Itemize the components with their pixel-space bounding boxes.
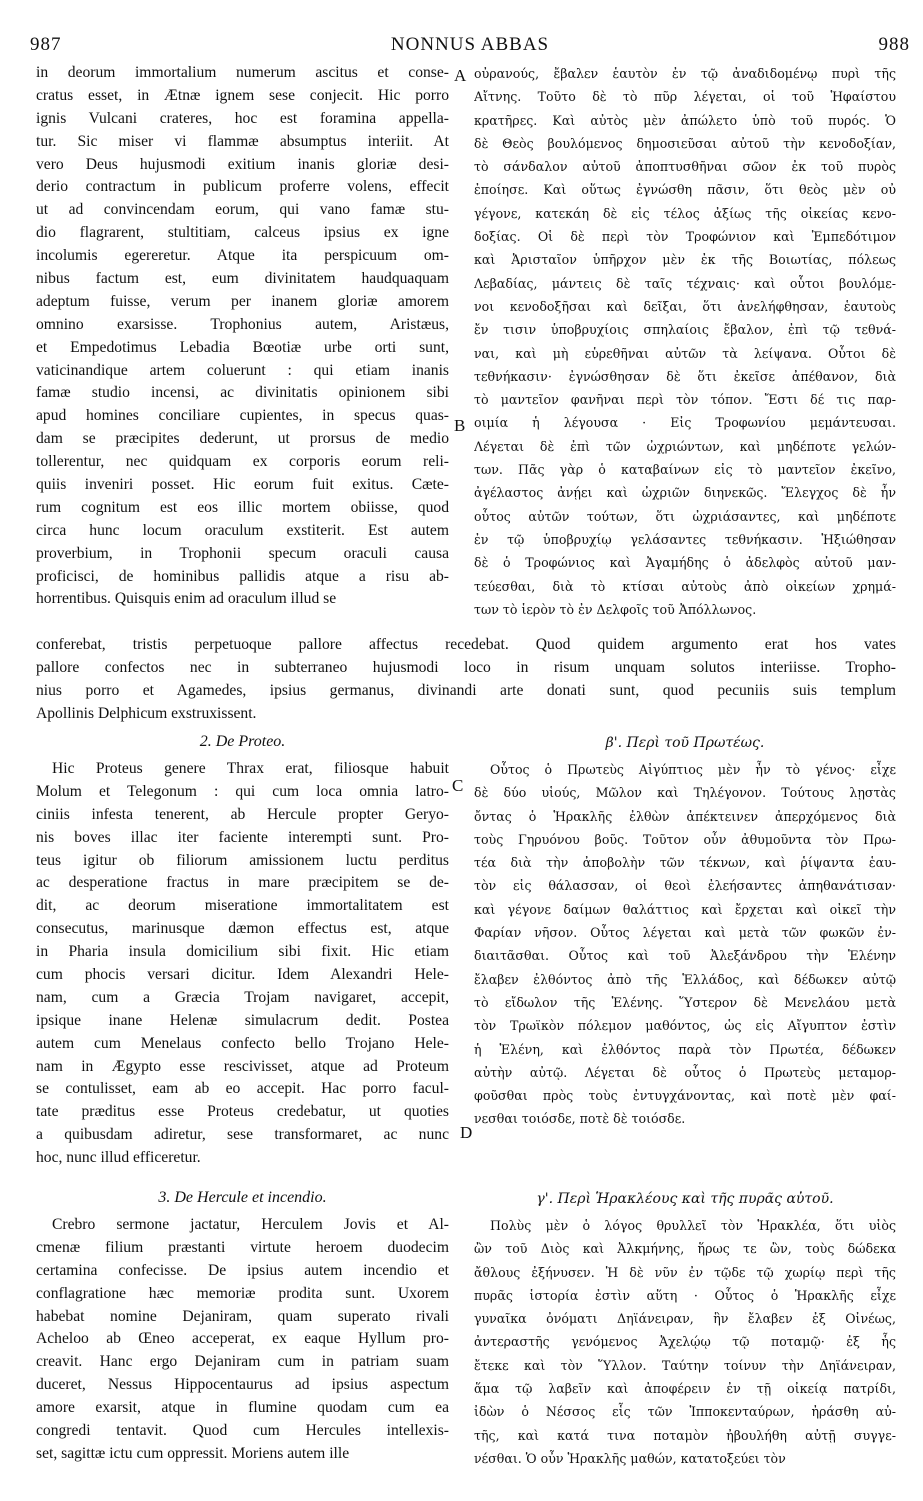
greek-text-line: ἄθλους ἐξήνυσεν. Ἡ δὲ νῦν ἐν τῷδε τῷ χωρίῳ περὶ τῆς <box>474 1264 896 1280</box>
latin-text-line: incolumis egereretur. Atque ita perspicuum om- <box>36 247 449 265</box>
latin-fullwidth-section1 <box>36 634 896 726</box>
greek-text-line: ἔν τισιν ὑποβρυχίοις σπηλαίοις ἔβαλον, ἐπὶ τῷ τεθνά- <box>474 322 896 338</box>
greek-column-section3 <box>474 1214 896 1470</box>
latin-text-line: omnino exarsisse. Trophonius autem, Aristæus, <box>36 315 449 333</box>
latin-text-line: rum cognitum est eos illic mortem obiisse, quod <box>36 498 449 516</box>
greek-text-line: Λεβαδίας, μάντεις δὲ ταῖς τέχναις· καὶ οὗτοι βουλόμε- <box>474 275 896 291</box>
latin-text-line: ac desperatione fractus in mare præcipitem se de- <box>36 874 449 892</box>
latin-text-line: set, sagittæ ictu cum oppressit. Moriens autem ille <box>36 1444 350 1462</box>
running-header <box>30 34 910 58</box>
latin-column-section3 <box>36 1214 449 1466</box>
latin-text-line: a quibusdam adiretur, sese transformaret, ac nunc <box>36 1126 449 1144</box>
latin-text-line: Crebro sermone jactatur, Herculem Jovis et Al- <box>52 1216 449 1233</box>
greek-text-line: τὸ εἴδωλον τῆς Ἑλένης. Ὕστερον δὲ Μενελάου μετὰ <box>474 994 896 1010</box>
greek-text-line: οὗτος αὐτῶν τούτων, ὅτι ὠχριάσαντες, καὶ μηδέποτε <box>474 508 896 524</box>
latin-text-line: Acheloo ab Œneo acceperat, ex eaque Hyllum pro- <box>36 1330 449 1348</box>
greek-text-line: ἅμα τῷ λαβεῖν καὶ ἀποφέρειν ἐν τῇ οἰκείᾳ πατρίδι, <box>474 1381 896 1397</box>
greek-text-line: των τὸ ἱερὸν τὸ ἐν Δελφοῖς τοῦ Ἀπόλλωνος. <box>474 601 757 617</box>
greek-text-line: καὶ γέγονε δαίμων θαλάττιος καὶ ἔρχεται καὶ οἰκεῖ τὴν <box>474 901 896 917</box>
latin-text-line: ignis Vulcani crateres, hoc est foramina appella- <box>36 109 449 127</box>
latin-text-line: conferebat, tristis perpetuoque pallore affectus recedebat. Quod quidem argumento erat hos vates <box>36 636 896 653</box>
latin-text-line: dam se præcipites dederunt, ut prorsus de medio <box>36 430 449 448</box>
greek-text-line: ναι, καὶ μὴ εὑρεθῆναι αὐτῶν τὰ λείψανα. Οὗτοι δὲ <box>474 345 896 361</box>
latin-text-line: Molum et Telegonum : qui cum loca omnia latro- <box>36 782 449 800</box>
latin-text-line: nam, cum a Græcia Trojam navigaret, accepit, <box>36 988 449 1006</box>
greek-text-line: τεύεσθαι, διὰ τὸ κτίσαι αὐτοὺς ἀπὸ οἰκείων χρημά- <box>474 578 896 594</box>
greek-text-line: τοὺς Γηρυόνου βοῦς. Τοῦτον οὖν ἀθυμοῦντα τὸν Πρω- <box>474 831 896 847</box>
latin-text-line: quiis inveniri posset. Hic eorum fuit exitus. Cæte- <box>36 476 449 494</box>
latin-text-line: dit, ac deorum miseratione immortalitatem est <box>36 897 449 915</box>
greek-text-line: ἐποίησε. Καὶ οὕτως ἐγνώσθη πᾶσιν, ὅτι θεὸς μὲν οὐ <box>474 182 896 198</box>
latin-text-line: consecutus, marinusque dæmon effectus est, atque <box>36 920 449 938</box>
latin-text-line: pallore confectos nec in subterraneo hujusmodi loco in risum unquam solutos interiisse. Tropho- <box>36 658 896 676</box>
page-number-left: 987 <box>30 34 62 55</box>
margin-mark-b: B <box>454 416 466 435</box>
latin-text-line: proficisci, de hominibus pallidis atque a risu ab- <box>36 567 449 585</box>
greek-text-line: οιμία ἡ λέγουσα · Εἰς Τροφωνίου μεμάντευσαι. <box>474 415 896 431</box>
margin-mark-d: D <box>460 1123 473 1142</box>
greek-text-line: δὲ ὁ Τροφώνιος καὶ Ἀγαμήδης ὁ ἀδελφὸς αὐτοῦ μαν- <box>474 555 896 571</box>
latin-text-line: ipsique inane Helenæ simulacrum dedit. Postea <box>36 1011 449 1029</box>
latin-text-line: circa hunc locum oraculum exstiterit. Est autem <box>36 521 449 539</box>
latin-text-line: Apollinis Delphicum exstruxissent. <box>36 704 257 722</box>
latin-text-line: nis boves illac iter faciente interempti sunt. Pro- <box>36 828 449 846</box>
latin-text-line: Hic Proteus genere Thrax erat, filiosque habuit <box>52 760 449 777</box>
latin-text-line: teus igitur ob filiorum amissionem luctu perditus <box>36 851 449 869</box>
greek-text-line: δοξίας. Οἱ δὲ περὶ τὸν Τροφώνιον καὶ Ἐμπεδότιμον <box>474 229 896 245</box>
section-title-latin-hercules: 3. De Hercule et incendio. <box>158 1189 327 1206</box>
latin-text-line: ut ad convincendam eorum, qui vano famæ stu- <box>36 201 449 219</box>
greek-text-line: κρατῆρες. Καὶ αὐτὸς μὲν ἀπώλετο ὑπὸ τοῦ πυρός. Ὁ <box>474 112 896 128</box>
latin-text-line: in deorum immortalium numerum ascitus et conse- <box>36 64 449 81</box>
greek-text-line: διαιτᾶσθαι. Οὗτος καὶ τοῦ Ἀλεξάνδρου τὴν Ἑλένην <box>474 948 896 964</box>
greek-text-line: Οὗτος ὁ Πρωτεὺς Αἰγύπτιος μὲν ἦν τὸ γένος· εἶχε <box>490 762 896 777</box>
section-title-greek-proteus: β'. Περὶ τοῦ Πρωτέως. <box>605 735 765 751</box>
latin-text-line: nam in Ægypto esse rescivisset, atque ad Proteum <box>36 1057 449 1075</box>
latin-text-line: congredi tentavit. Quod cum Hercules intellexis- <box>36 1422 449 1440</box>
latin-column-section1 <box>36 62 449 611</box>
greek-text-line: τὸν εἰς θάλασσαν, οἱ θεοὶ ἐλεήσαντες ἀπηθανάτισαν· <box>474 878 896 894</box>
greek-text-line: αὐτὴν αὐτῷ. Λέγεται δὲ οὗτος ὁ Πρωτεὺς μεταμορ- <box>474 1064 896 1080</box>
running-title: NONNUS ABBAS <box>390 34 550 55</box>
greek-text-line: ἀγέλαστος ἀνῄει καὶ ὠχριῶν διηνεκῶς. Ἔλεγχος δὲ ἦν <box>474 485 896 501</box>
latin-text-line: vaticinandique artem coluerunt : qui etiam inanis <box>36 361 449 379</box>
latin-text-line: derio contractum in publicum proferre volens, effecit <box>36 178 449 196</box>
greek-text-line: Λέγεται δὲ ἐπὶ τῶν ὠχριώντων, καὶ μηδέποτε γελών- <box>474 438 896 454</box>
latin-text-line: habebat nomine Dejaniram, quam superato rivali <box>36 1307 449 1325</box>
greek-column-section2 <box>474 758 896 1131</box>
page-number-right: 988 <box>878 34 910 55</box>
margin-mark-c: C <box>452 776 464 795</box>
greek-text-line: των. Πᾶς γὰρ ὁ καταβαίνων εἰς τὸ μαντεῖον ἐκεῖνο, <box>474 462 896 478</box>
greek-text-line: δὲ Θεὸς βουλόμενος δημοσιεῦσαι αὐτοῦ τὴν κενοδοξίαν, <box>474 135 896 151</box>
latin-text-line: famæ studio incensi, ac divinitatis opinionem sibi <box>36 384 449 402</box>
latin-text-line: nius porro et Agamedes, ipsius germanus, divinandi arte donati sunt, quod pecuniis suis templum <box>36 681 896 699</box>
latin-text-line: et Empedotimus Lebadia Bœotiæ urbe orti sunt, <box>36 338 449 356</box>
greek-text-line: τὸ μαντεῖον φανῆναι περὶ τὸν τόπον. Ἔστι δέ τις παρ- <box>474 392 896 408</box>
latin-text-line: creavit. Hanc ergo Dejaniram cum in patriam suam <box>36 1353 449 1371</box>
latin-text-line: nibus factum est, eum divinitatem haudquaquam <box>36 270 449 288</box>
latin-column-section2 <box>36 758 449 1170</box>
greek-text-line: οὐρανούς, ἔβαλεν ἑαυτὸν ἐν τῷ ἀναδιδομένῳ πυρὶ τῆς <box>474 66 896 81</box>
latin-text-line: amore exarsit, atque in flumine quodam cum ea <box>36 1399 449 1417</box>
latin-text-line: vero Deus hujusmodi exitium inanis gloriæ desi- <box>36 155 449 173</box>
greek-text-line: τέα διὰ τὴν ἀποβολὴν τῶν τέκνων, καὶ ῥίψαντα ἑαυ- <box>474 855 896 871</box>
greek-text-line: νοι κενοδοξῆσαι καὶ δεῖξαι, ὅτι ἀνελήφθησαν, ἑαυτοὺς <box>474 298 896 314</box>
latin-text-line: tollerentur, nec quidquam ex corporis eorum reli- <box>36 453 449 471</box>
greek-text-line: δὲ δύο υἱούς, Μῶλον καὶ Τηλέγονον. Τούτους λῃστὰς <box>474 785 896 801</box>
latin-text-line: hoc, nunc illud efficeretur. <box>36 1149 201 1167</box>
latin-text-line: se contulisset, eam ab eo accepit. Hac porro facul- <box>36 1080 449 1098</box>
latin-text-line: cum phocis versari dicitur. Idem Alexandri Hele- <box>36 966 449 984</box>
greek-text-line: Πολὺς μὲν ὁ λόγος θρυλλεῖ τὸν Ἡρακλέα, ὅτι υἱὸς <box>490 1218 896 1233</box>
latin-text-line: apud homines conciliare cupientes, in specus quas- <box>36 407 449 425</box>
greek-text-line: πυρᾶς ἱστορία ἐστὶν αὕτη · Οὗτος ὁ Ἡρακλῆς εἶχε <box>474 1287 896 1303</box>
greek-text-line: ἔτεκε καὶ τὸν Ὕλλον. Ταύτην τοίνυν τὴν Δηϊάνειραν, <box>474 1357 896 1373</box>
greek-text-line: ὢν τοῦ Διὸς καὶ Ἀλκμήνης, ἥρως τε ὢν, τοὺς δώδεκα <box>474 1241 896 1257</box>
greek-text-line: καὶ Ἀρισταῖον ὑπῆρχον μὲν ἐκ τῆς Βοιωτίας, πόλεως <box>474 252 896 268</box>
greek-text-line: ἰδὼν ὁ Νέσσος εἷς τῶν Ἱπποκενταύρων, ἠράσθη αὐ- <box>474 1404 896 1420</box>
greek-text-line: τὸν Τρωϊκὸν πόλεμον μαθόντος, ὡς εἰς Αἴγυπτον ἐστὶν <box>474 1018 896 1034</box>
latin-text-line: certamina confecisse. De ipsius autem incendio et <box>36 1261 449 1279</box>
greek-text-line: ἔλαβεν ἐλθόντος ἀπὸ τῆς Ἑλλάδος, καὶ δέδωκεν αὐτῷ <box>474 971 896 987</box>
section-title-latin-proteus: 2. De Proteo. <box>199 733 286 750</box>
greek-text-line: ἐν τῷ ὑποβρυχίῳ γελάσαντες τεθνήκασιν. Ἠξιώθησαν <box>474 531 896 547</box>
section-title-greek-hercules: γ'. Περὶ Ἡρακλέους καὶ τῆς πυρᾶς αὐτοῦ. <box>536 1191 834 1207</box>
latin-text-line: cmenæ filium præstanti virtute heroem duodecim <box>36 1238 449 1256</box>
latin-text-line: cratus esset, in Ætnæ ignem sese conjecit. Hic porro <box>36 86 449 104</box>
greek-text-line: τεθνήκασιν· ἐγνώσθησαν δὲ ὅτι ἐκεῖσε ἀπέθανον, διὰ <box>474 368 896 384</box>
latin-text-line: tate præditus esse Proteus credebatur, ut quoties <box>36 1103 449 1121</box>
greek-text-line: γέγονε, κατεκάη δὲ εἰς τέλος ἀξίως τῆς οἰκείας κενο- <box>474 205 896 221</box>
latin-text-line: conflagratione hæc memoriæ prodita sunt. Uxorem <box>36 1284 449 1302</box>
greek-text-line: Φαρίαν νῆσον. Οὗτος λέγεται καὶ μετὰ τῶν φωκῶν ἐν- <box>474 925 896 941</box>
greek-text-line: ἀντεραστῆς γενόμενος Ἀχελῴῳ τῷ ποταμῷ· ἐξ ἧς <box>474 1334 896 1350</box>
latin-text-line: dio flagrarent, stultitiam, calceus ipsius ex igne <box>36 224 449 242</box>
latin-text-line: tur. Sic miser vi flammæ absumptus interiit. At <box>36 132 449 150</box>
greek-text-line: τὸ σάνδαλον αὐτοῦ ἀποπτυσθῆναι σῶον ἐκ τοῦ πυρὸς <box>474 159 896 175</box>
margin-mark-a: A <box>454 66 467 85</box>
greek-text-line: Αἴτνης. Τοῦτο δὲ τὸ πῦρ λέγεται, οἱ τοῦ Ἡφαίστου <box>474 89 896 105</box>
greek-text-line: ὄντας ὁ Ἡρακλῆς ἐλθὼν ἀπέκτεινεν ἀπερχόμενος διὰ <box>474 808 896 824</box>
greek-text-line: ἡ Ἑλένη, καὶ ἐλθόντος παρὰ τὸν Πρωτέα, δέδωκεν <box>474 1041 896 1057</box>
latin-text-line: autem cum Menelaus confecto bello Trojano Hele- <box>36 1034 449 1052</box>
latin-text-line: proverbium, in Trophonii specum oraculi causa <box>36 544 449 562</box>
greek-text-line: φοῦσθαι πρὸς τοὺς ἐντυγχάνοντας, καὶ ποτὲ μὲν φαί- <box>474 1088 896 1104</box>
greek-text-line: τῆς, καὶ κατά τινα ποταμὸν ἠβουλήθη αὐτῇ συγγε- <box>474 1427 896 1443</box>
greek-text-line: νεσθαι τοιόσδε, ποτὲ δὲ τοιόσδε. <box>474 1111 686 1127</box>
latin-text-line: ciniis infesta tenerent, ab Hercule propter Geryo- <box>36 805 449 823</box>
latin-text-line: adeptum fuisse, verum per inanem gloriæ amorem <box>36 292 449 310</box>
latin-text-line: duceret, Nessus Hippocentaurus ad ipsius aspectum <box>36 1376 449 1394</box>
latin-text-line: in Pharia insula domicilium sibi fixit. Hic etiam <box>36 943 449 961</box>
latin-text-line: horrentibus. Quisquis enim ad oraculum illud se <box>36 590 337 608</box>
greek-column-section1 <box>474 62 896 621</box>
greek-text-line: γυναῖκα ὀνόματι Δηϊάνειραν, ἣν ἔλαβεν ἐξ Οἰνέως, <box>474 1311 896 1327</box>
greek-text-line: νέσθαι. Ὁ οὖν Ἡρακλῆς μαθών, κατατοξεύει τὸν <box>474 1450 786 1466</box>
